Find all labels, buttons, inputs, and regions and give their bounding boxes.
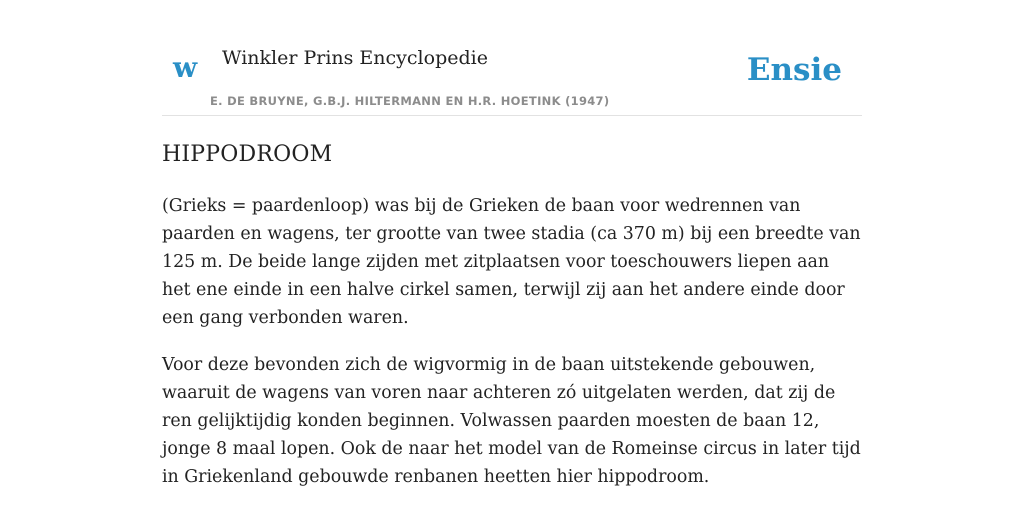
ensie-logo[interactable]: Ensie bbox=[746, 52, 842, 88]
entry-title: HIPPODROOM bbox=[162, 142, 333, 167]
article-paragraph-2: Voor deze bevonden zich de wigvormig in de baan uitstekende gebouwen, waaruit de wagens van voren naar achteren zó uitgelaten werden, dat zij de ren gelijktijdig konden beginnen. Volwassen paarden moesten de baan 12, jonge 8 maal lopen. Ook de naar het model van de Romeinse circus in later tijd in Griekenland gebouwde renbanen heetten hier hippodroom. bbox=[162, 355, 861, 487]
article bbox=[162, 138, 862, 491]
source-header bbox=[162, 0, 862, 116]
article-paragraph-1: (Grieks = paardenloop) was bij de Grieken de baan voor wedrennen van paarden en wagens, ter grootte van twee stadia (ca 370 m) bij een breedte van 125 m. De beide lange zijden met zitplaatsen voor toeschouwers liepen aan het ene einde in een halve cirkel samen, terwijl zij aan het andere einde door een gang verbonden waren. bbox=[162, 196, 861, 328]
source-authors: E. DE BRUYNE, G.B.J. HILTERMANN EN H.R. HOETINK (1947) bbox=[210, 94, 610, 108]
source-title[interactable]: Winkler Prins Encyclopedie bbox=[222, 47, 488, 69]
winkler-prins-logo[interactable]: w bbox=[173, 51, 198, 84]
